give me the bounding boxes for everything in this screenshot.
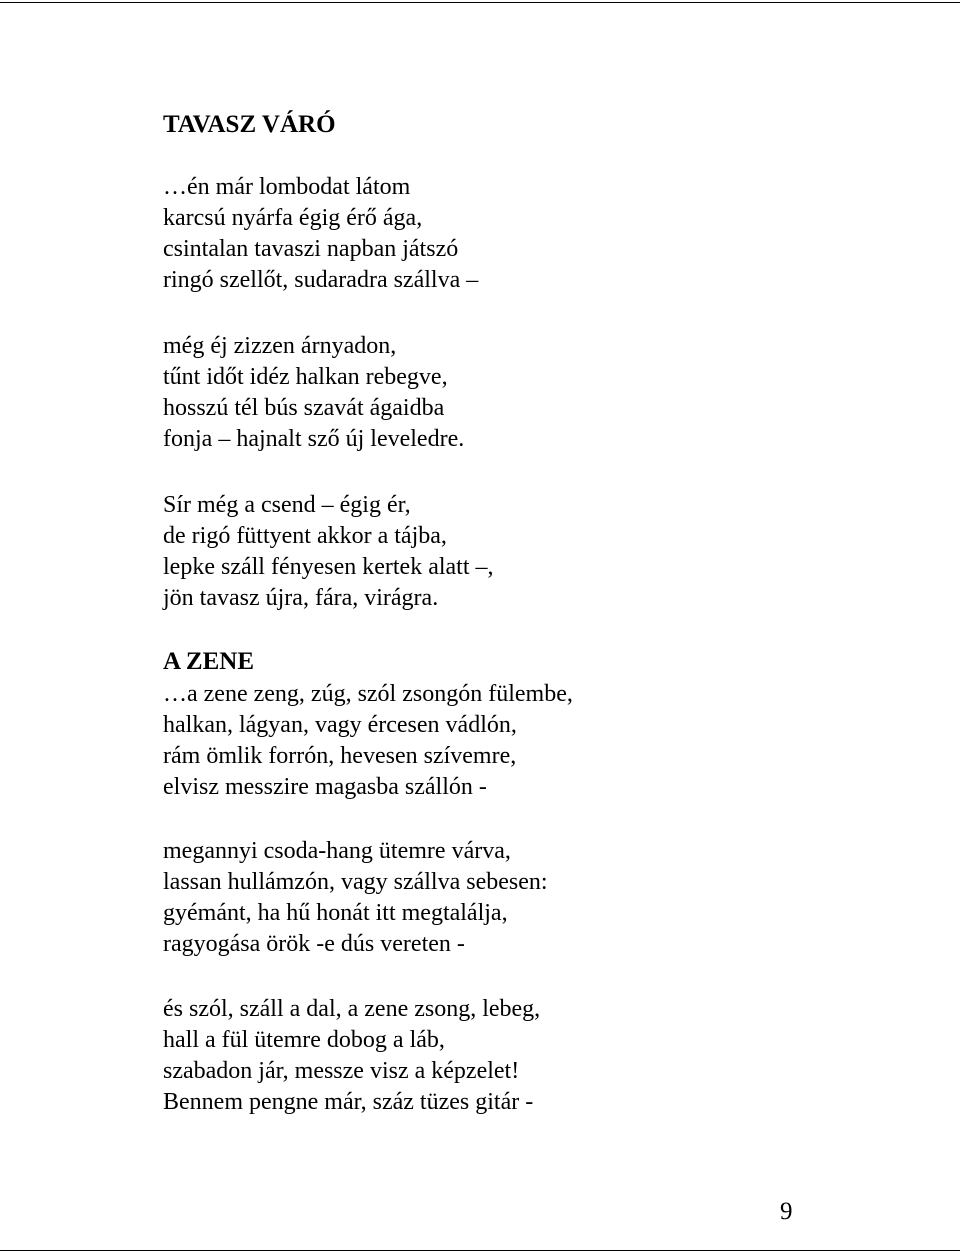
poem-line: tűnt időt idéz halkan rebegve, <box>163 364 448 390</box>
poem-line: de rigó füttyent akkor a tájba, <box>163 523 447 549</box>
poem-line: fonja – hajnalt sző új leveledre. <box>163 426 465 452</box>
poem-1-stanza-1 <box>163 172 478 296</box>
poem-line: elvisz messzire magasba szállón - <box>163 774 487 800</box>
poem-line: halkan, lágyan, vagy ércesen vádlón, <box>163 712 517 738</box>
page-number: 9 <box>780 1198 793 1225</box>
poem-title-a-zene: A ZENE <box>163 648 255 675</box>
poem-line: karcsú nyárfa égig érő ága, <box>163 205 423 231</box>
poem-line: Bennem pengne már, száz tüzes gitár - <box>163 1089 534 1115</box>
poem-line: lassan hullámzón, vagy szállva sebesen: <box>163 869 548 895</box>
poem-1-stanza-3 <box>163 490 494 614</box>
page-bottom-rule <box>0 1250 960 1251</box>
poem-line: rám ömlik forrón, hevesen szívemre, <box>163 743 517 769</box>
poem-line: megannyi csoda-hang ütemre várva, <box>163 838 511 864</box>
poem-line: …a zene zeng, zúg, szól zsongón fülembe, <box>163 681 573 707</box>
poem-line: lepke száll fényesen kertek alatt –, <box>163 554 494 580</box>
poem-line: ragyogása örök -e dús vereten - <box>163 931 465 957</box>
poem-2-stanza-1 <box>163 679 573 803</box>
page-top-rule <box>0 2 960 3</box>
poem-line: még éj zizzen árnyadon, <box>163 333 397 359</box>
poem-line: gyémánt, ha hű honát itt megtalálja, <box>163 900 508 926</box>
poem-line: csintalan tavaszi napban játszó <box>163 236 459 262</box>
poem-1-stanza-2 <box>163 331 464 455</box>
poem-line: jön tavasz újra, fára, virágra. <box>163 585 439 611</box>
poem-line: szabadon jár, messze visz a képzelet! <box>163 1058 520 1084</box>
poem-2-stanza-3 <box>163 994 540 1118</box>
poem-line: hosszú tél bús szavát ágaidba <box>163 395 445 421</box>
poem-line: és szól, száll a dal, a zene zsong, lebeg, <box>163 996 541 1022</box>
poem-line: ringó szellőt, sudaradra szállva – <box>163 267 479 293</box>
poem-line: …én már lombodat látom <box>163 174 411 200</box>
poem-2-stanza-2 <box>163 836 548 960</box>
poem-line: Sír még a csend – égig ér, <box>163 492 411 518</box>
poem-line: hall a fül ütemre dobog a láb, <box>163 1027 445 1053</box>
poem-title-tavasz-varo: TAVASZ VÁRÓ <box>163 111 336 138</box>
